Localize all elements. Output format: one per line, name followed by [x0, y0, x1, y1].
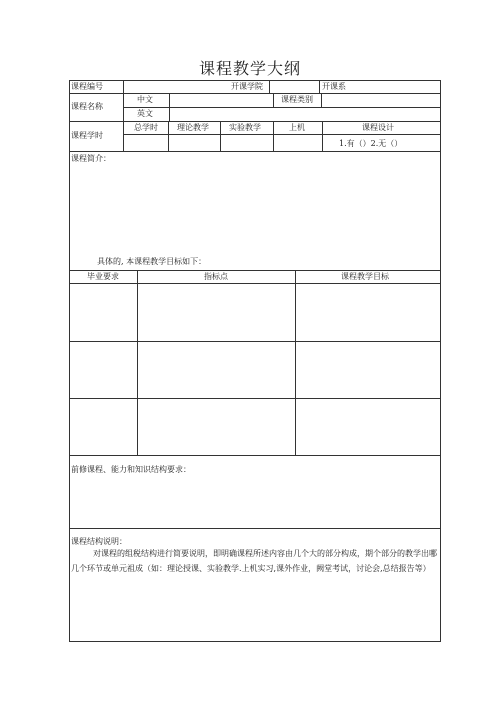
lab-hours-field[interactable] [221, 135, 272, 150]
objective-cell[interactable] [296, 399, 439, 454]
prerequisite-field[interactable] [70, 477, 439, 527]
requirement-cell[interactable] [70, 342, 136, 397]
divider [69, 270, 440, 271]
course-design-header: 课程设计 [362, 123, 394, 132]
divider [69, 121, 440, 122]
structure-label: 课程结构说明： [71, 537, 127, 546]
divider [273, 93, 274, 107]
course-code-label: 课程编号 [71, 82, 103, 91]
course-name-label: 课程名称 [71, 102, 103, 111]
chinese-name-field[interactable] [170, 94, 272, 106]
objectives-intro: 具体的, 本课程教学目标如下： [97, 257, 207, 266]
college-label: 开课学院 [231, 82, 263, 91]
page-title: 课程教学大纲 [198, 59, 301, 78]
english-name-field[interactable] [170, 108, 439, 120]
lab-hours-header: 实验教学 [229, 123, 261, 132]
indicator-cell[interactable] [138, 399, 294, 454]
divider [69, 455, 440, 456]
structure-description: 对课程的组税结构进行简要说明，即明确课程所述内容由几个大的部分构成，期个部分的教学出哪几个环节或单元祖成（如：理论授课、实验教学.上机实习,课外作业，阙堂考试，讨论会,总结报告等） [71, 549, 437, 573]
course-hours-label: 课程学时 [71, 131, 103, 140]
theory-hours-field[interactable] [169, 135, 219, 150]
indicator-cell[interactable] [138, 284, 294, 340]
chinese-label: 中文 [137, 95, 153, 104]
total-hours-header: 总学时 [134, 123, 158, 132]
divider [69, 151, 440, 152]
divider [319, 80, 320, 93]
computer-hours-field[interactable] [274, 135, 321, 150]
department-field[interactable] [355, 81, 439, 93]
graduation-requirement-header: 毕业要求 [87, 272, 119, 281]
teaching-objective-header: 课程教学目标 [341, 272, 389, 281]
english-label: 英文 [137, 109, 153, 118]
course-design-option[interactable]: 1.有（）2.无（） [339, 139, 403, 148]
indicator-cell[interactable] [138, 342, 294, 397]
department-label: 开课系 [322, 82, 346, 91]
divider [69, 528, 440, 529]
course-intro-label: 课程简介： [71, 154, 111, 163]
requirement-cell[interactable] [70, 399, 136, 454]
theory-hours-header: 理论教学 [177, 123, 209, 132]
course-intro-field[interactable] [70, 165, 439, 253]
outer-border-bottom [69, 641, 441, 642]
objective-cell[interactable] [296, 284, 439, 340]
course-type-field[interactable] [322, 94, 439, 106]
objective-cell[interactable] [296, 342, 439, 397]
computer-hours-header: 上机 [289, 123, 305, 132]
total-hours-field[interactable] [124, 135, 167, 150]
outer-border-right [440, 80, 441, 641]
indicator-header: 指标点 [204, 272, 228, 281]
prerequisite-label: 前修课程、能力和知识结构要求： [71, 465, 191, 474]
course-type-label: 课程类别 [281, 95, 313, 104]
requirement-cell[interactable] [70, 284, 136, 340]
divider [322, 121, 323, 151]
college-field[interactable] [270, 81, 318, 93]
